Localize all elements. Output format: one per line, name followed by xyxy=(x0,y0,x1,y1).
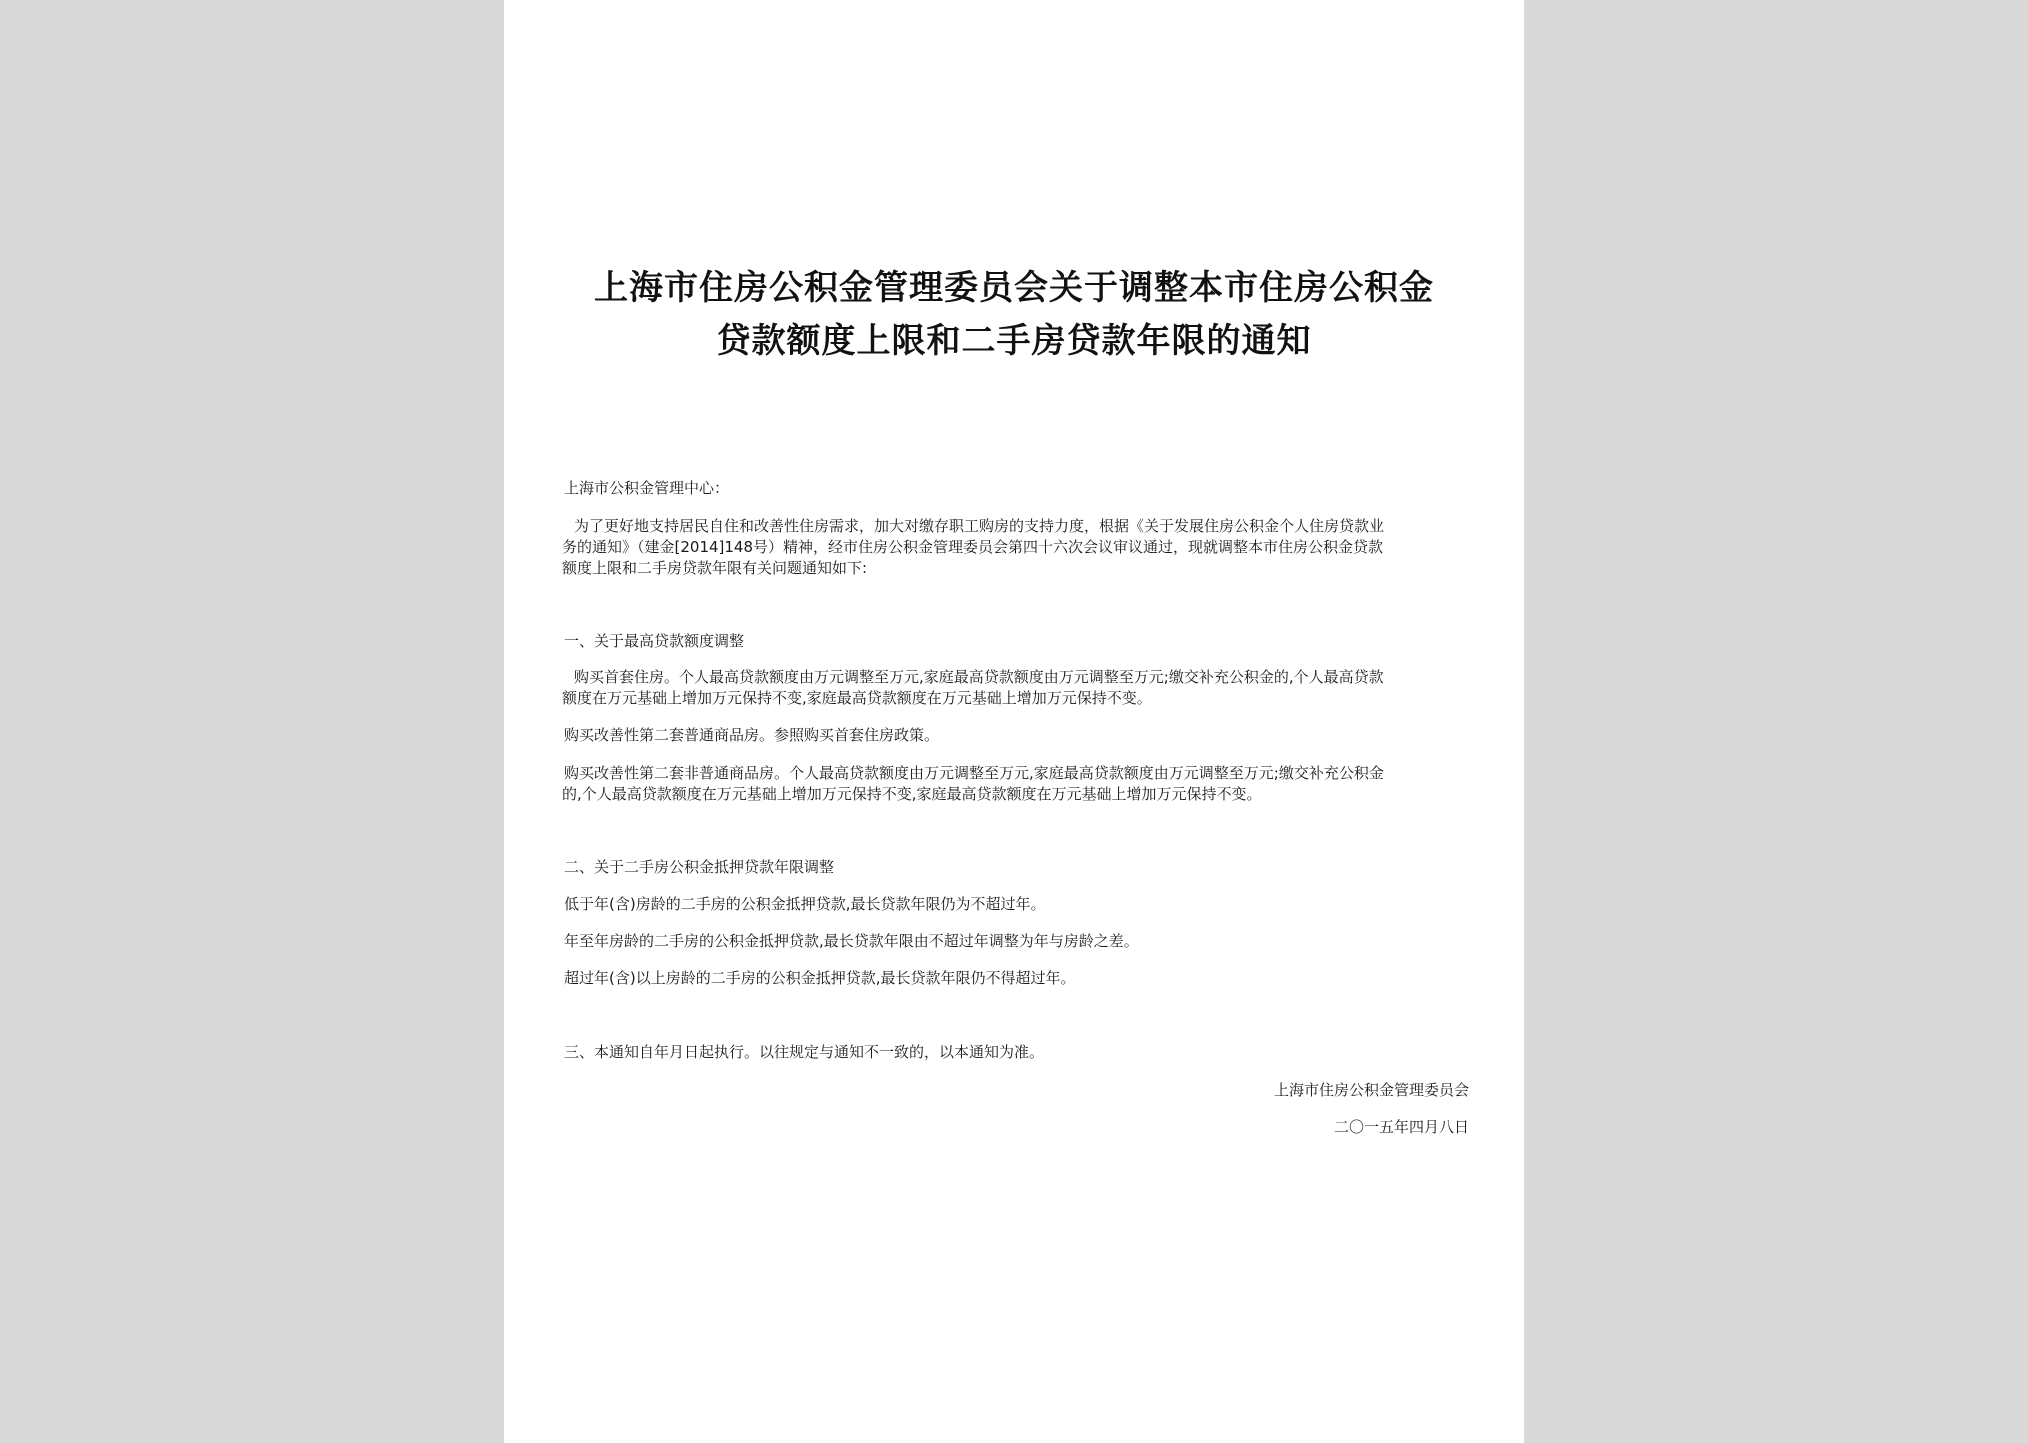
document-title xyxy=(544,262,1484,368)
salutation: 上海市公积金管理中心： xyxy=(564,479,730,497)
intro-line: 为了更好地支持居民自住和改善性住房需求，加大对缴存职工购房的支持力度，根据《关于发展住房公积金个人住房贷款业 xyxy=(574,517,1385,535)
intro-line: 务的通知》（建金[2014]148号）精神，经市住房公积金管理委员会第四十六次会议审议通过，现就调整本市住房公积金贷款 xyxy=(562,538,1384,556)
title-line: 上海市住房公积金管理委员会关于调整本市住房公积金 xyxy=(594,268,1434,308)
section-heading: 一、关于最高贷款额度调整 xyxy=(564,632,745,650)
paragraph: 低于年(含)房龄的二手房的公积金抵押贷款,最长贷款年限仍为不超过年。 xyxy=(564,895,1046,913)
document-page xyxy=(504,0,1524,1443)
intro-line: 额度上限和二手房贷款年限有关问题通知如下: xyxy=(562,559,868,577)
paragraph: 年至年房龄的二手房的公积金抵押贷款,最长贷款年限由不超过年调整为年与房龄之差。 xyxy=(564,932,1139,950)
section-heading: 二、关于二手房公积金抵押贷款年限调整 xyxy=(564,858,835,876)
paragraph-line: 购买首套住房。个人最高贷款额度由万元调整至万元,家庭最高贷款额度由万元调整至万元;缴交补充公积金的,个人最高贷款 xyxy=(574,668,1384,686)
paragraph-line: 额度在万元基础上增加万元保持不变,家庭最高贷款额度在万元基础上增加万元保持不变。 xyxy=(562,689,1152,707)
paragraph-line: 购买改善性第二套非普通商品房。个人最高贷款额度由万元调整至万元,家庭最高贷款额度由万元调整至万元;缴交补充公积金 xyxy=(564,764,1384,782)
paragraph: 超过年(含)以上房龄的二手房的公积金抵押贷款,最长贷款年限仍不得超过年。 xyxy=(564,969,1076,987)
paragraph-line: 的,个人最高贷款额度在万元基础上增加万元保持不变,家庭最高贷款额度在万元基础上增加万元保持不变。 xyxy=(562,785,1262,803)
document-date: 二〇一五年四月八日 xyxy=(1333,1118,1469,1136)
title-line: 贷款额度上限和二手房贷款年限的通知 xyxy=(716,321,1312,361)
paragraph: 购买改善性第二套普通商品房。参照购买首套住房政策。 xyxy=(564,726,940,744)
signature: 上海市住房公积金管理委员会 xyxy=(1273,1081,1469,1099)
section-paragraph: 三、本通知自年月日起执行。以往规定与通知不一致的，以本通知为准。 xyxy=(564,1043,1045,1061)
